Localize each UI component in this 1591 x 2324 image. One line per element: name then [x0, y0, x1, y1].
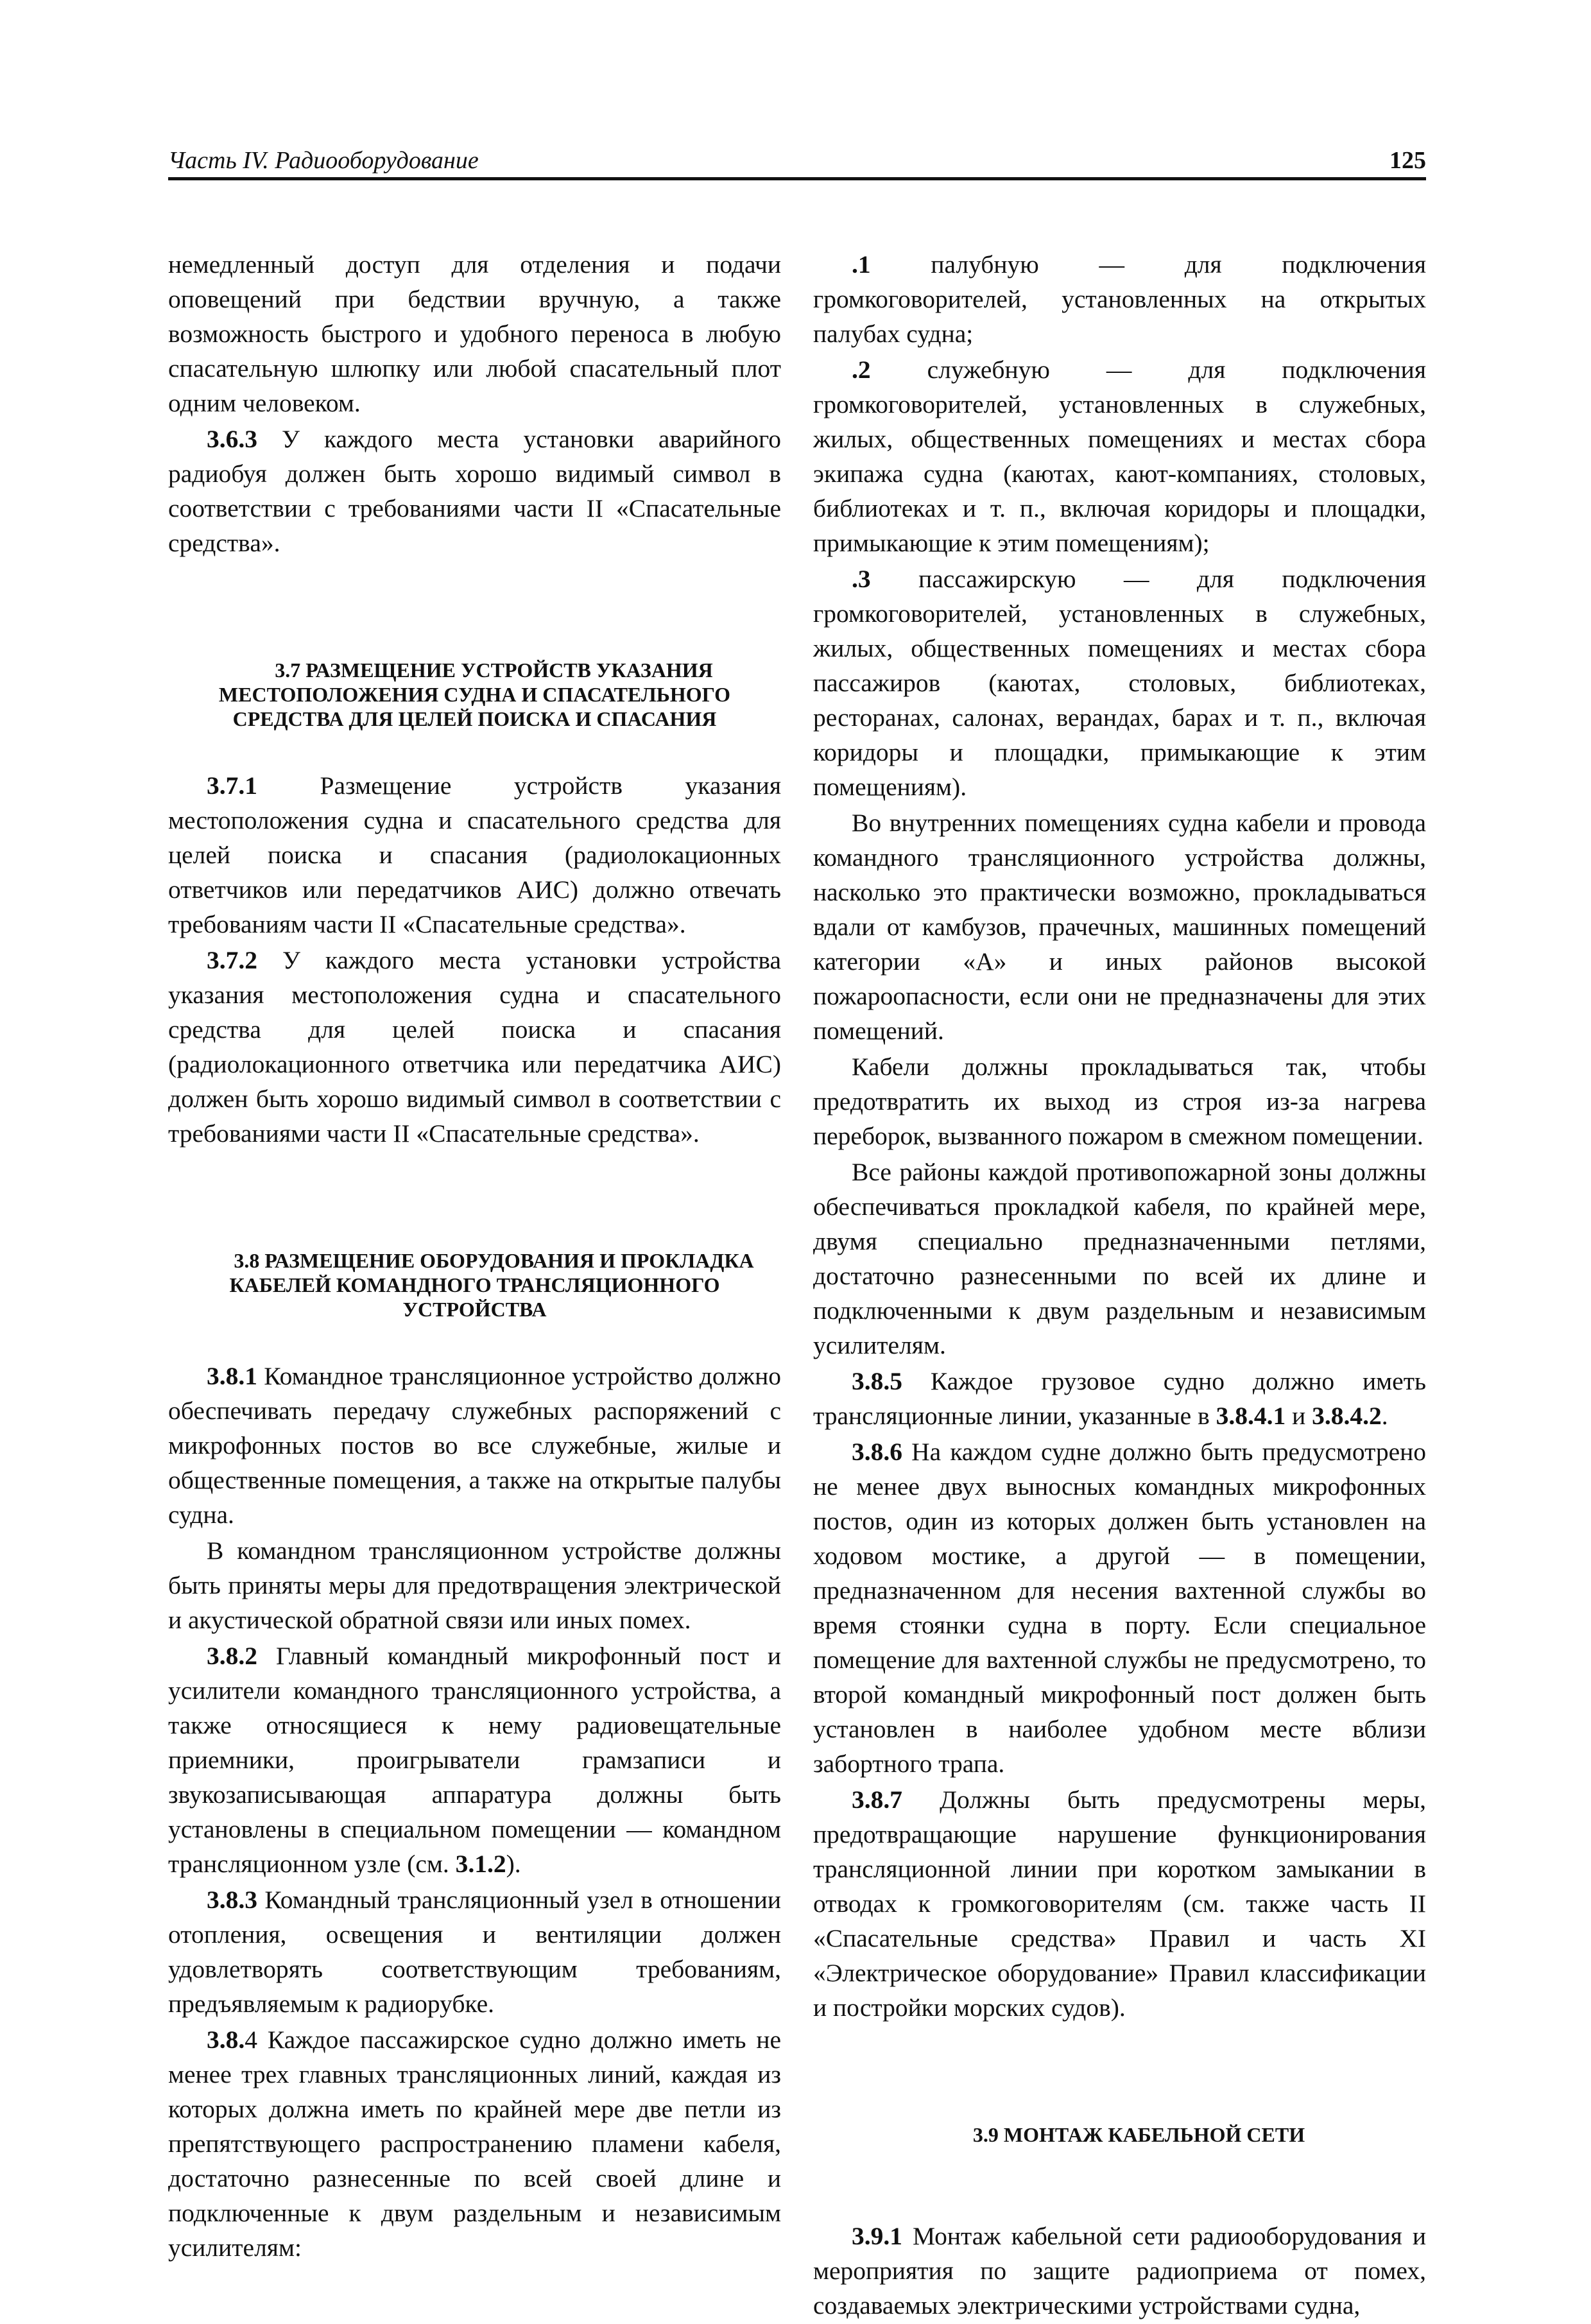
- paragraph-3-8-5: [813, 1364, 1426, 1433]
- paragraph-text: .: [1381, 1402, 1388, 1430]
- clause-number: 3.8.7: [852, 1786, 902, 1814]
- paragraph-3-8-6: [813, 1434, 1426, 1781]
- paragraph-3-8-2: [168, 1639, 781, 1881]
- paragraph-text: служебную — для подключения громкоговорителей, установленных в служебных, жилых, общественных помещениях и местах сбора экипажа судна (каютах, кают-компаниях, столовых, библиотеках и т. п., включая коридоры и площадки, примыкающие к этим помещениям);: [813, 356, 1426, 557]
- paragraph-text: Размещение устройств указания местоположения судна и спасательного средства для целей поиска и спасания (радиолокационных ответчиков или передатчиков АИС) должно отвечать требованиям части II «Спасательные средства».: [168, 771, 781, 938]
- paragraph: немедленный доступ для отделения и подачи оповещений при бедствии вручную, а также возможность быстрого и удобного переноса в любую спасательную шлюпку или любой спасательный плот одним человеком.: [168, 250, 781, 417]
- paragraph-text: На каждом судне должно быть предусмотрено не менее двух выносных командных микрофонных постов, один из которых должен быть установлен на ходовом мостике, а другой — в помещении, предназначенном для несения вахтенной службы во время стоянки судна в порту. Если специальное помещение для вахтенной службы не предусмотрено, то второй командный микрофонный пост должен быть установлен в наиболее удобном месте вблизи забортного трапа.: [813, 1438, 1426, 1778]
- paragraph-3-8-3: [168, 1882, 781, 2021]
- paragraph-3-8-1: [168, 1359, 781, 1532]
- paragraph: В командном трансляционном устройстве должны быть приняты меры для предотвращения электрической и акустической обратной связи или иных помех.: [168, 1536, 781, 1634]
- page-number: 125: [1389, 147, 1426, 174]
- paragraph-text: Главный командный микрофонный пост и усилители командного трансляционного устройства, а также относящиеся к нему радиовещательные приемники, проигрыватели грамзаписи и звукозаписывающая аппаратура должны быть установлены в специальном помещении — командном трансляционном узле (см.: [168, 1642, 781, 1878]
- section-heading-3-8: 3.8 РАЗМЕЩЕНИЕ ОБОРУДОВАНИЯ И ПРОКЛАДКА КАБЕЛЕЙ КОМАНДНОГО ТРАНСЛЯЦИОННОГО УСТРОЙСТВА: [229, 1249, 754, 1321]
- clause-number: 3.8.: [207, 2026, 245, 2054]
- paragraph: Во внутренних помещениях судна кабели и провода командного трансляционного устройства должны, насколько это практически возможно, прокладываться вдали от камбузов, прачечных, машинных помещений категории «А» и иных районов высокой пожароопасности, если они не предназначены для этих помещений.: [813, 809, 1426, 1045]
- cross-reference: 3.8.4.1: [1216, 1402, 1286, 1430]
- clause-number: 3.8.3: [207, 1886, 257, 1914]
- paragraph-text: палубную — для подключения громкоговорителей, установленных на открытых палубах судна;: [813, 250, 1426, 348]
- paragraph-3-8-4: [168, 2022, 781, 2265]
- paragraph-text: Монтаж кабельной сети радиооборудования и мероприятия по защите радиоприема от помех, создаваемых электрическими устройствами судна,: [813, 2222, 1426, 2320]
- clause-number: 3.6.3: [207, 425, 257, 453]
- paragraph-3-7-1: [168, 768, 781, 942]
- right-column: [813, 247, 1426, 2324]
- paragraph-text: Должны быть предусмотрены меры, предотвращающие нарушение функционирования трансляционной линии при коротком замыкании в отводах к громкоговорителям (см. также часть II «Спасательные средства» Правил и часть XI «Электрическое оборудование» Правил классификации и постройки морских судов).: [813, 1786, 1426, 2022]
- running-title: Часть IV. Радиооборудование: [168, 147, 479, 174]
- clause-number: 3.9.1: [852, 2222, 902, 2250]
- paragraph-text: Командное трансляционное устройство должно обеспечивать передачу служебных распоряжений с микрофонных постов во все служебные, жилые и общественные помещения, а также на открытые палубы судна.: [168, 1362, 781, 1529]
- list-item-1: [813, 247, 1426, 351]
- paragraph: Все районы каждой противопожарной зоны должны обеспечиваться прокладкой кабеля, по крайней мере, двумя специально предназначенными петлями, достаточно разнесенными по всей их длине и подключенными к двум раздельным и независимым усилителям.: [813, 1158, 1426, 1359]
- paragraph-3-7-2: [168, 943, 781, 1151]
- item-number: .1: [852, 250, 871, 279]
- clause-number: 3.7.1: [207, 771, 257, 800]
- paragraph-text: пассажирскую — для подключения громкоговорителей, установленных в служебных, жилых, общественных помещениях и местах сбора пассажиров (каютах, столовых, библиотеках, ресторанах, салонах, верандах, барах и т. п., включая коридоры и площадки, примыкающие к этим помещениям).: [813, 565, 1426, 801]
- paragraph-3-9-1: [813, 2219, 1426, 2323]
- section-heading-3-9: 3.9 МОНТАЖ КАБЕЛЬНОЙ СЕТИ: [972, 2123, 1305, 2146]
- paragraph-text: ).: [506, 1850, 521, 1878]
- section-heading-3-7: 3.7 РАЗМЕЩЕНИЕ УСТРОЙСТВ УКАЗАНИЯ МЕСТОПОЛОЖЕНИЯ СУДНА И СПАСАТЕЛЬНОГО СРЕДСТВА ДЛЯ ЦЕЛЕЙ ПОИСКА И СПАСАНИЯ: [218, 658, 731, 730]
- item-number: .3: [852, 565, 871, 593]
- paragraph-text: 4 Каждое пассажирское судно должно иметь не менее трех главных трансляционных линий, каждая из которых должна иметь по крайней мере две петли из препятствующего распространению пламени кабеля, достаточно разнесенные по всей своей длине и подключенные к двум раздельным и независимым усилителям:: [168, 2026, 781, 2262]
- clause-number: 3.8.2: [207, 1642, 257, 1670]
- clause-number: 3.7.2: [207, 946, 257, 974]
- paragraph-text: У каждого места установки устройства указания местоположения судна и спасательного средства для целей поиска и спасания (радиолокационного ответчика или передатчика АИС) должен быть хорошо видимый символ в соответствии с требованиями части II «Спасательные средства».: [168, 946, 781, 1148]
- paragraph-text: У каждого места установки аварийного радиобуя должен быть хорошо видимый символ в соответствии с требованиями части II «Спасательные средства».: [168, 425, 781, 557]
- paragraph-3-6-3: [168, 422, 781, 560]
- clause-number: 3.8.1: [207, 1362, 257, 1390]
- left-column: [168, 247, 781, 2266]
- list-item-3: [813, 562, 1426, 804]
- paragraph-3-8-7: [813, 1782, 1426, 2025]
- paragraph-text: и: [1286, 1402, 1312, 1430]
- paragraph-text: Командный трансляционный узел в отношении отопления, освещения и вентиляции должен удовлетворять соответствующим требованиям, предъявляемым к радиорубке.: [168, 1886, 781, 2018]
- clause-number: 3.8.6: [852, 1438, 902, 1466]
- cross-reference: 3.8.4.2: [1312, 1402, 1382, 1430]
- paragraph-text: Каждое грузовое судно должно иметь трансляционные линии, указанные в: [813, 1367, 1426, 1430]
- clause-number: 3.8.5: [852, 1367, 902, 1395]
- item-number: .2: [852, 356, 871, 384]
- page-header: [168, 146, 1426, 180]
- list-item-2: [813, 352, 1426, 560]
- paragraph: Кабели должны прокладываться так, чтобы предотвратить их выход из строя из-за нагрева переборок, вызванного пожаром в смежном помещении.: [813, 1053, 1426, 1150]
- cross-reference: 3.1.2: [455, 1850, 506, 1878]
